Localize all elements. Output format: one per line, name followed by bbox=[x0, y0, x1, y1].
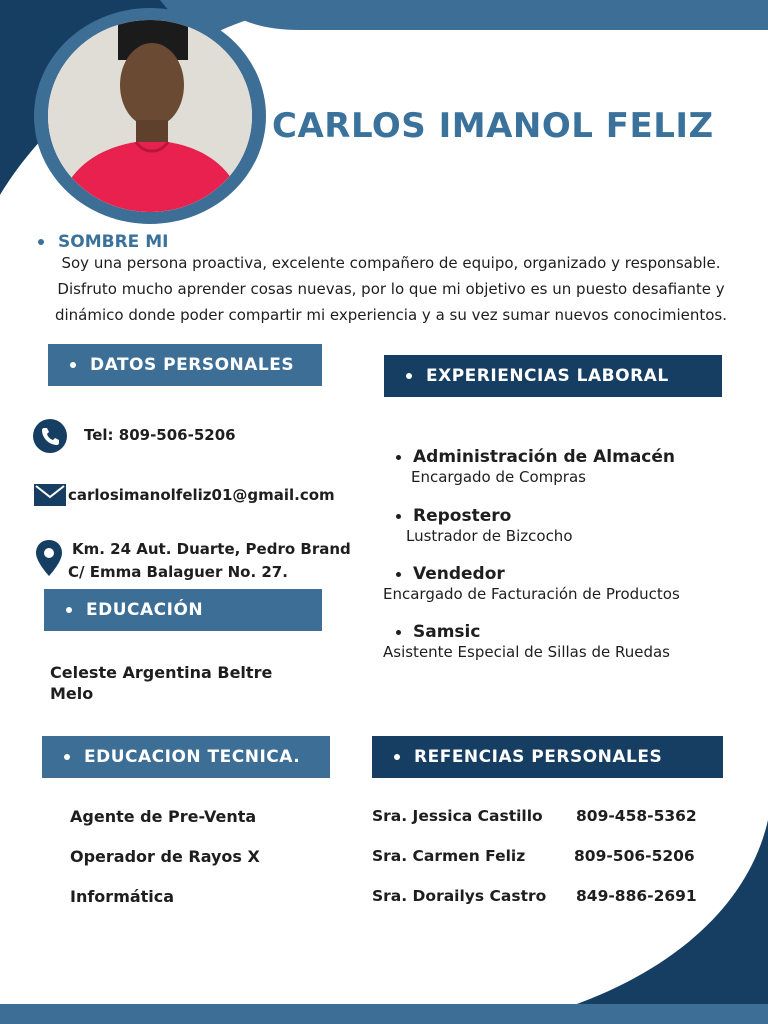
references-heading-label: REFENCIAS PERSONALES bbox=[414, 747, 663, 767]
job-title-label: Repostero bbox=[413, 506, 512, 526]
about-line: Soy una persona proactiva, excelente compañero de equipo, organizado y responsable. bbox=[61, 254, 721, 272]
bottom-band bbox=[0, 1004, 768, 1024]
about-text bbox=[14, 250, 768, 328]
references-heading bbox=[372, 736, 723, 778]
experience-heading bbox=[384, 355, 722, 397]
job-role: Encargado de Compras bbox=[411, 468, 586, 486]
job-role: Lustrador de Bizcocho bbox=[406, 527, 573, 545]
full-name: CARLOS IMANOL FELIZ bbox=[272, 106, 714, 146]
personal-heading-label: DATOS PERSONALES bbox=[90, 355, 295, 375]
technical-heading-label: EDUCACION TECNICA. bbox=[84, 747, 301, 767]
technical-item: Informática bbox=[70, 887, 175, 906]
profile-photo bbox=[48, 20, 252, 212]
reference-name: Sra. Dorailys Castro bbox=[372, 887, 547, 905]
bullet-icon bbox=[406, 373, 412, 379]
bullet-icon bbox=[394, 754, 400, 760]
education-heading bbox=[44, 589, 322, 631]
experience-heading-label: EXPERIENCIAS LABORAL bbox=[426, 366, 669, 386]
email-text: carlosimanolfeliz01@gmail.com bbox=[68, 486, 335, 504]
job-title-label: Samsic bbox=[413, 622, 481, 642]
job-role: Asistente Especial de Sillas de Ruedas bbox=[383, 643, 670, 661]
bullet-icon bbox=[396, 572, 401, 577]
reference-name: Sra. Jessica Castillo bbox=[372, 807, 543, 825]
job-role: Encargado de Facturación de Productos bbox=[383, 585, 680, 603]
job-title bbox=[396, 506, 511, 526]
bullet-icon bbox=[396, 455, 401, 460]
reference-phone: 809-506-5206 bbox=[574, 847, 695, 865]
bullet-icon bbox=[396, 630, 401, 635]
technical-heading bbox=[42, 736, 330, 778]
phone-text: Tel: 809-506-5206 bbox=[84, 426, 236, 444]
reference-phone: 849-886-2691 bbox=[576, 887, 697, 905]
phone-icon bbox=[32, 418, 68, 454]
bullet-icon bbox=[38, 239, 44, 245]
about-line: dinámico donde poder compartir mi experiencia y a su vez sumar nuevos conocimientos. bbox=[54, 306, 727, 324]
education-heading-label: EDUCACIÓN bbox=[86, 600, 204, 620]
about-heading-label: SOMBRE MI bbox=[58, 232, 169, 252]
job-title-label: Vendedor bbox=[413, 564, 505, 584]
technical-item: Agente de Pre-Venta bbox=[70, 807, 257, 826]
personal-heading bbox=[48, 344, 322, 386]
bullet-icon bbox=[64, 754, 70, 760]
bullet-icon bbox=[396, 514, 401, 519]
location-icon bbox=[36, 540, 62, 576]
address-line-2: C/ Emma Balaguer No. 27. bbox=[68, 563, 288, 581]
job-title bbox=[396, 564, 505, 584]
technical-item: Operador de Rayos X bbox=[70, 847, 260, 866]
job-title bbox=[396, 622, 480, 642]
school-line-2: Melo bbox=[50, 684, 94, 703]
about-heading bbox=[38, 232, 168, 252]
email-icon bbox=[34, 484, 66, 506]
school-line-1: Celeste Argentina Beltre bbox=[50, 663, 273, 682]
job-title bbox=[396, 447, 675, 467]
reference-name: Sra. Carmen Feliz bbox=[372, 847, 526, 865]
about-line: Disfruto mucho aprender cosas nuevas, por lo que mi objetivo es un puesto desafiante y bbox=[57, 280, 725, 298]
job-title-label: Administración de Almacén bbox=[413, 447, 675, 467]
address-line-1: Km. 24 Aut. Duarte, Pedro Brand bbox=[72, 540, 351, 558]
bullet-icon bbox=[66, 607, 72, 613]
reference-phone: 809-458-5362 bbox=[576, 807, 697, 825]
bullet-icon bbox=[70, 362, 76, 368]
